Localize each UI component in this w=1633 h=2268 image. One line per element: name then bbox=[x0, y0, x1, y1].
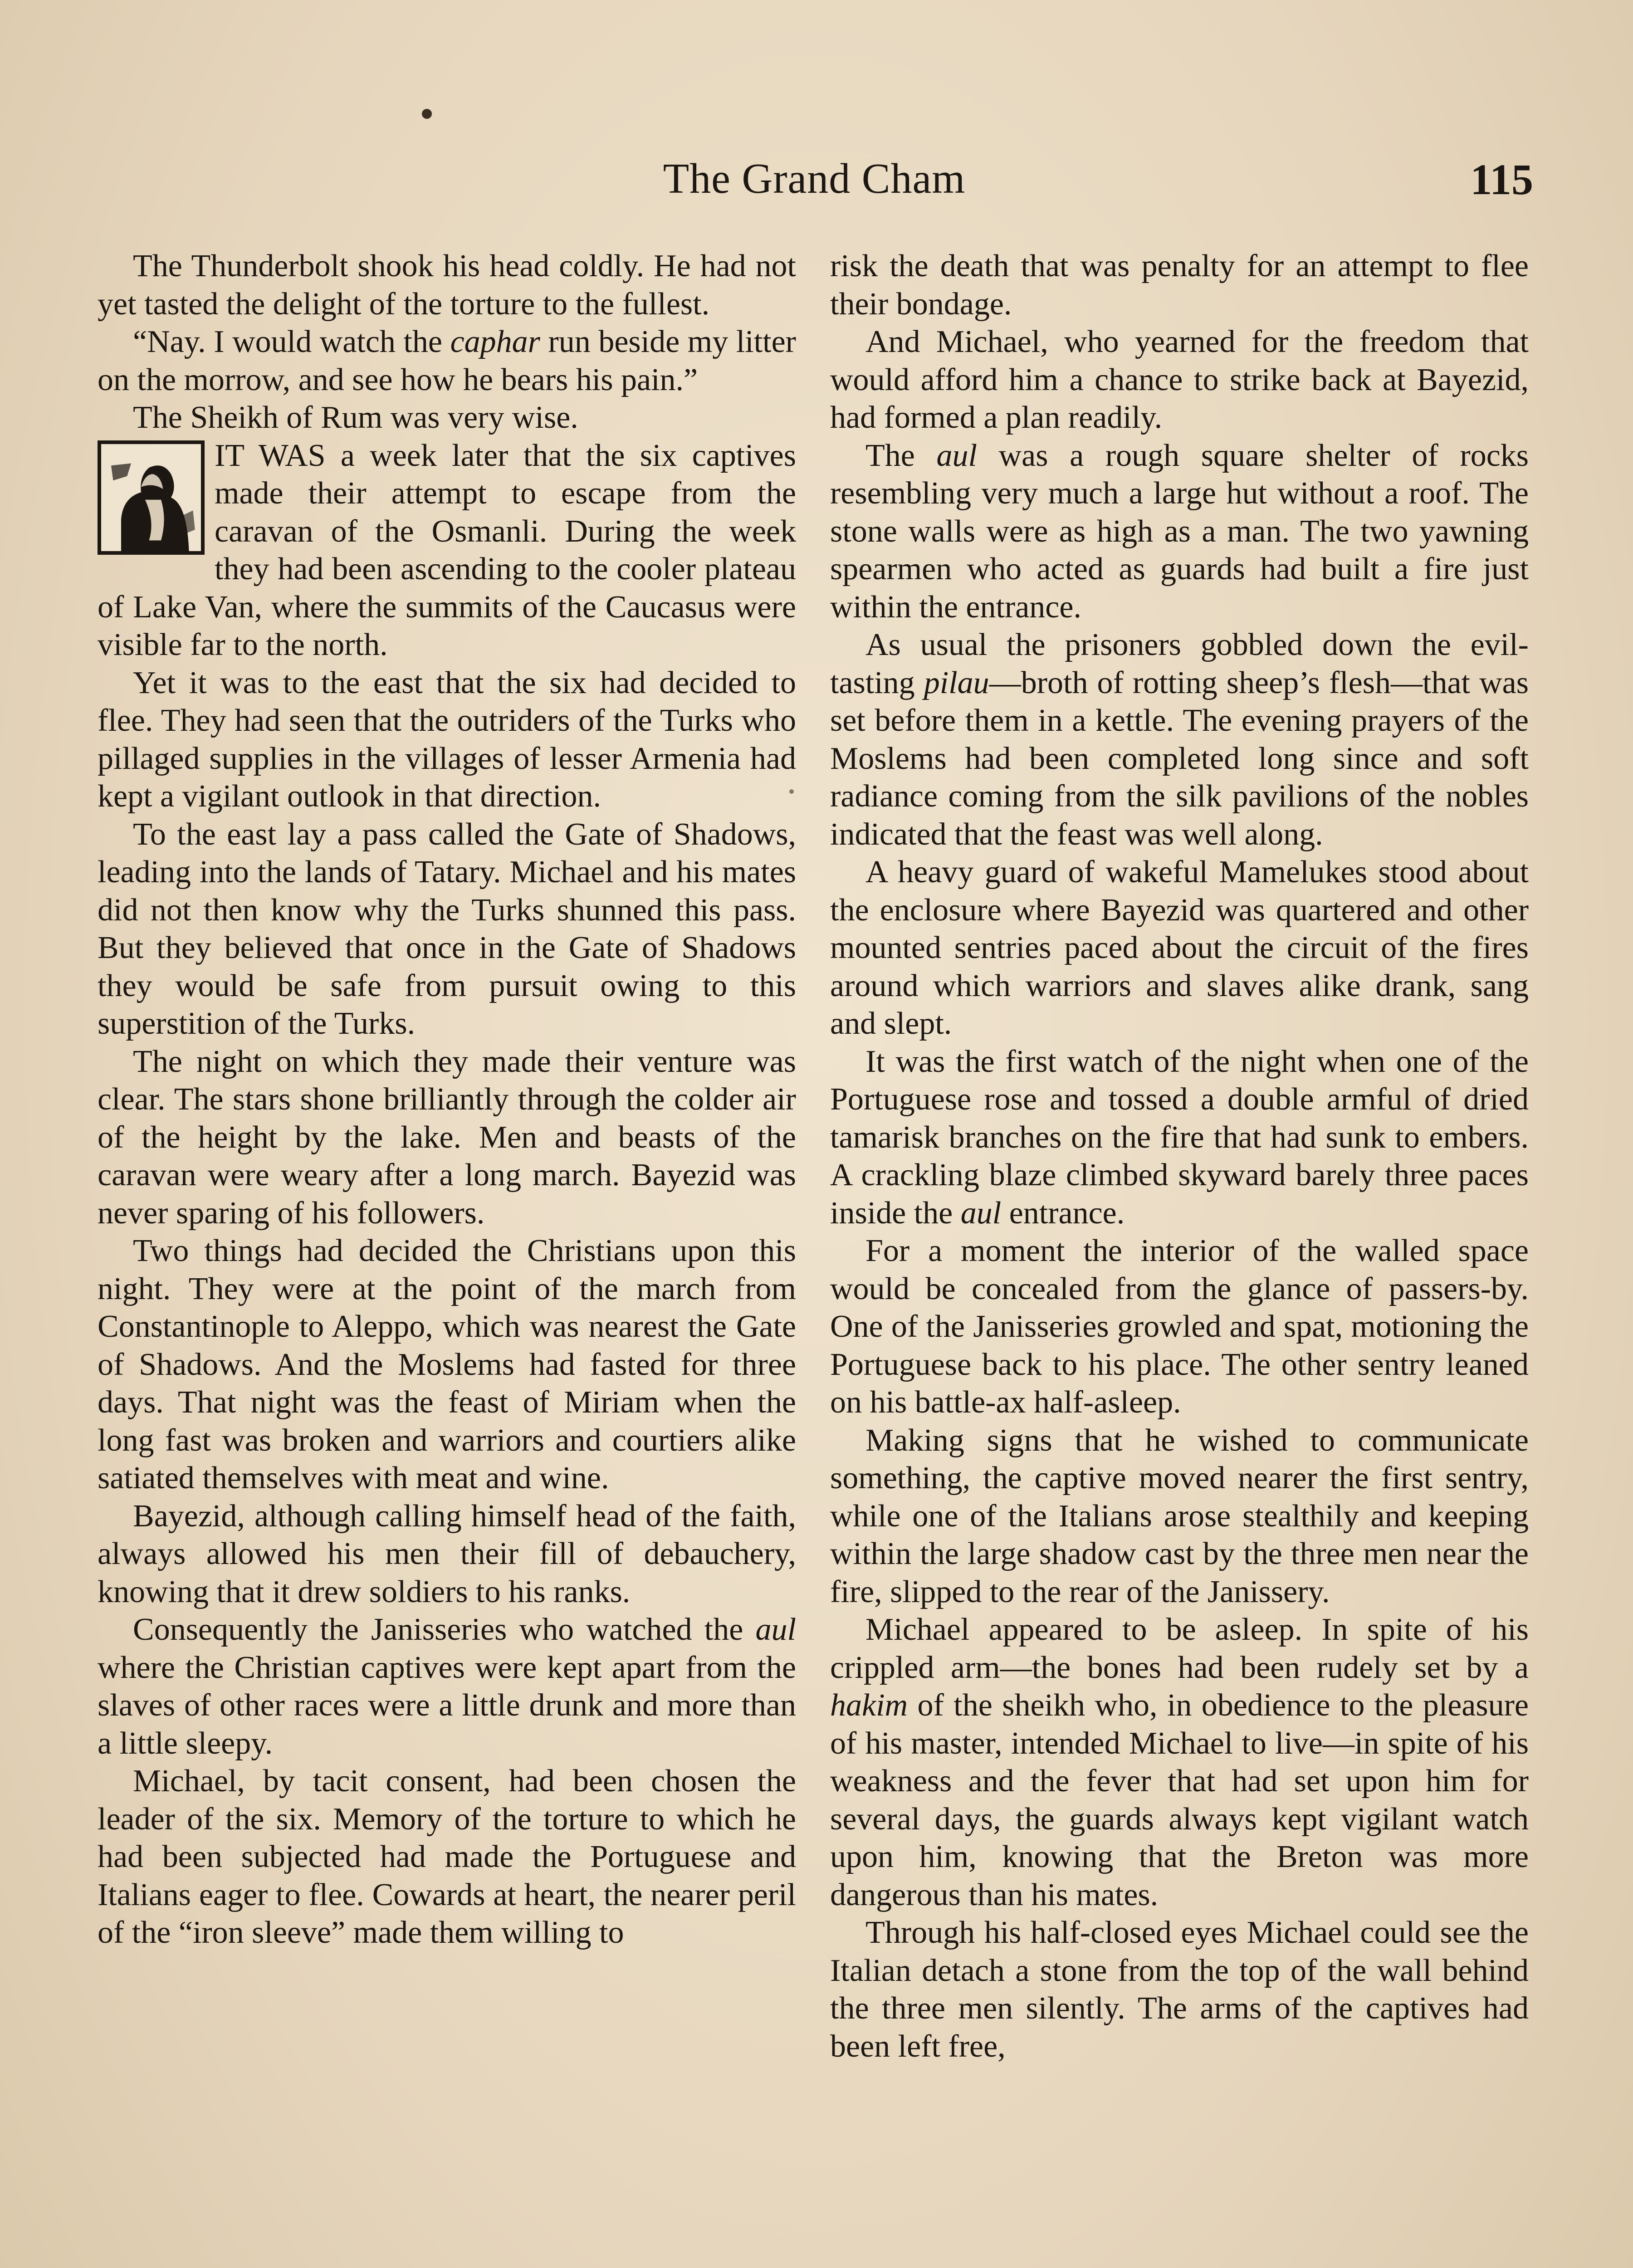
paragraph: The Sheikh of Rum was very wise. bbox=[133, 400, 578, 435]
italic-word: caphar bbox=[450, 324, 540, 359]
text-run: Consequently the Janisseries who watched the bbox=[133, 1612, 756, 1647]
paragraph bbox=[830, 437, 1529, 626]
text-run: As usual the prisoners gobbled down the evil-tasting bbox=[830, 627, 1529, 700]
text-run: “Nay. I would watch the bbox=[133, 324, 450, 359]
bearded-man-portrait-icon bbox=[98, 440, 205, 555]
paragraph: Yet it was to the east that the six had decided to flee. They had seen that the outriders of the Turks who pillaged supplies in the villages of lesser Armenia had kept a vigilant outlook in that direction. bbox=[98, 665, 796, 814]
section-start bbox=[98, 437, 796, 664]
text-run: entrance. bbox=[1001, 1195, 1125, 1231]
text-run: It was the first watch of the night when one of the Portuguese rose and tossed a double armful of dried tamarisk branches on the fire that had sunk to embers. A crackling blaze climbed skyward barely three paces inside the bbox=[830, 1044, 1529, 1231]
paragraph: risk the death that was penalty for an attempt to flee their bondage. bbox=[830, 249, 1529, 322]
text-run: where the Christian captives were kept apart from the slaves of other races were a little drunk and more than a little sleepy. bbox=[98, 1650, 796, 1761]
italic-word: aul bbox=[960, 1195, 1002, 1231]
italic-word: aul bbox=[936, 438, 977, 473]
paragraph: The night on which they made their venture was clear. The stars shone brilliantly through the colder air of the height by the lake. Men and beasts of the caravan were weary after a long march. Bayezid was never sparing of his followers. bbox=[98, 1044, 796, 1231]
text-run: of the sheikh who, in obedience to the pleasure of his master, intended Michael to live—in spite of his weakness and the fever that had set upon him for several days, the guards always kept vigilant watch upon him, knowing that the Breton was more dangerous than his mates. bbox=[830, 1688, 1529, 1912]
text-run: —broth of rotting sheep’s flesh—that was set before them in a kettle. The evening prayers of the Moslems had been completed long since and soft radiance coming from the silk pavilions of the nobles indicated that the feast was well along. bbox=[830, 665, 1529, 852]
paragraph: For a moment the interior of the walled space would be concealed from the glance of passers-by. One of the Janisseries growled and spat, motioning the Portuguese back to his place. The other sentry leaned on his battle-ax half-asleep. bbox=[830, 1233, 1529, 1420]
paragraph bbox=[830, 1611, 1529, 1914]
running-title: The Grand Cham bbox=[663, 155, 966, 202]
paragraph bbox=[98, 323, 796, 399]
paragraph: IT WAS a week later that the six captives made their attempt to escape from the caravan of the Osmanli. During the week they had been ascending to the cooler plateau of Lake Van, where the summits of the Caucasus were visible far to the north. bbox=[98, 438, 796, 662]
text-run: was a rough square shelter of rocks resembling very much a large hut without a roof. The stone walls were as high as a man. The two yawning spearmen who acted as guards had built a fire just within the entrance. bbox=[830, 438, 1529, 625]
page-number: 115 bbox=[1470, 155, 1533, 204]
paragraph bbox=[98, 1611, 796, 1762]
text-run: The bbox=[865, 438, 937, 473]
left-column bbox=[98, 247, 796, 1952]
italic-word: hakim bbox=[830, 1688, 908, 1723]
paragraph: Making signs that he wished to communicate something, the captive moved nearer the first sentry, while one of the Italians arose stealthily and keeping within the large shadow cast by the three men near the fire, slipped to the rear of the Janissery. bbox=[830, 1422, 1529, 1609]
paragraph: Through his half-closed eyes Michael could see the Italian detach a stone from the top of the wall behind the three men silently. The arms of the captives had been left free, bbox=[830, 1915, 1529, 2064]
paragraph: Michael, by tacit consent, had been chosen the leader of the six. Memory of the torture to which he had been subjected had made the Portuguese and Italians eager to flee. Cowards at heart, the nearer peril of the “iron sleeve” made them willing to bbox=[98, 1764, 796, 1950]
paragraph: To the east lay a pass called the Gate of Shadows, leading into the lands of Tatary. Michael and his mates did not then know why the Turks shunned this pass. But they believed that once in the Gate of Shadows they would be safe from pursuit owing to this superstition of the Turks. bbox=[98, 816, 796, 1041]
ink-speck bbox=[422, 109, 432, 119]
paragraph: Two things had decided the Christians upon this night. They were at the point of the march from Constantinople to Aleppo, which was nearest the Gate of Shadows. And the Moslems had fasted for three days. That night was the feast of Miriam when the long fast was broken and warriors and courtiers alike satiated themselves with meat and wine. bbox=[98, 1233, 796, 1496]
text-run: Michael appeared to be asleep. In spite of his crippled arm—the bones had been rudely set by a bbox=[830, 1612, 1529, 1685]
paragraph: The Thunderbolt shook his head coldly. He had not yet tasted the delight of the torture to the fullest. bbox=[98, 249, 796, 322]
paragraph: A heavy guard of wakeful Mamelukes stood about the enclosure where Bayezid was quartered and other mounted sentries paced about the circuit of the fires around which warriors and slaves alike drank, sang and slept. bbox=[830, 855, 1529, 1041]
text-run: run beside my litter on the morrow, and see how he bears his pain.” bbox=[98, 324, 796, 397]
italic-word: aul bbox=[755, 1612, 796, 1647]
paragraph bbox=[830, 626, 1529, 853]
italic-word: pilau bbox=[924, 665, 989, 700]
page-header bbox=[95, 154, 1533, 213]
paragraph: Bayezid, although calling himself head of the faith, always allowed his men their fill of debauchery, knowing that it drew soldiers to his ranks. bbox=[98, 1498, 796, 1609]
paragraph: And Michael, who yearned for the freedom that would afford him a chance to strike back at Bayezid, had formed a plan readily. bbox=[830, 324, 1529, 435]
right-column bbox=[830, 247, 1529, 2065]
paragraph bbox=[830, 1043, 1529, 1232]
